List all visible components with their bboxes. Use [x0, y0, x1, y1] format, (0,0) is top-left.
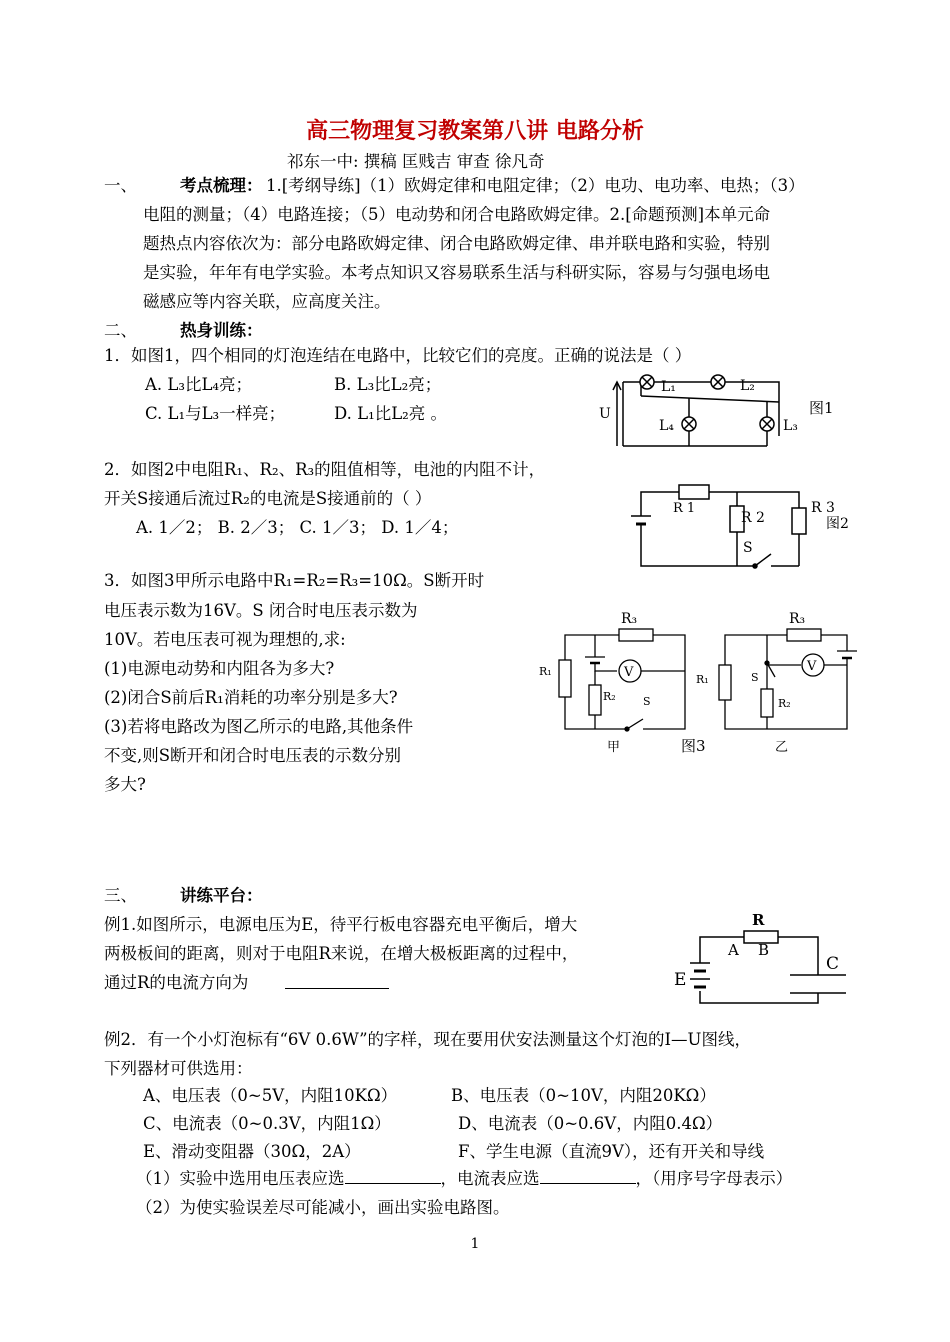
example-1-line: 通过R的电流方向为 — [104, 973, 249, 992]
figure-3a-r2-label: R₂ — [603, 690, 616, 703]
byline: 祁东一中: 撰稿 匡贱吉 审查 徐凡奇 — [287, 152, 545, 171]
question-3-line: (3)若将电路改为图乙所示的电路,其他条件 — [104, 717, 414, 736]
figure-3-circuits — [535, 605, 865, 765]
question-3-line: (1)电源电动势和内阻各为多大? — [104, 659, 335, 678]
figure-1-l4-label: L₄ — [659, 418, 674, 434]
example-2-line: 下列器材可供选用： — [104, 1059, 253, 1078]
section-3-number: 三、 — [104, 886, 137, 905]
figure-3b-caption: 乙 — [775, 740, 789, 755]
figure-3b-v-label: V — [807, 659, 817, 674]
q1-option-d: D. L₁比L₂亮 。 — [334, 404, 448, 423]
page-number: 1 — [470, 1236, 480, 1252]
figure-2-caption: 图2 — [826, 516, 849, 532]
ex2-option-b: B、电压表（0~10V，内阻20KΩ） — [451, 1086, 716, 1105]
figure-1-l2-label: L₂ — [740, 378, 755, 394]
figure-3b-r2-label: R₂ — [778, 697, 791, 710]
figure-3-caption: 图3 — [681, 737, 706, 755]
figure-1-l1-label: L₁ — [661, 379, 676, 395]
example-1-circuit — [670, 905, 860, 1010]
question-3-line: 电压表示数为16V。S 闭合时电压表示数为 — [104, 601, 418, 620]
ex2-q1-text-a: （1）实验中选用电压表应选 — [136, 1169, 345, 1188]
question-1-stem: 1．如图1，四个相同的灯泡连结在电路中，比较它们的亮度。正确的说法是（ ） — [104, 346, 692, 365]
question-3-line: (2)闭合S前后R₁消耗的功率分别是多大? — [104, 688, 398, 707]
example-1-line: 两极板间的距离，则对于电阻R来说，在增大极板距离的过程中， — [104, 944, 579, 963]
example-1-e-label: E — [674, 970, 687, 990]
example-1-line: 例1.如图所示，电源电压为E，待平行板电容器充电平衡后，增大 — [104, 915, 578, 934]
section-1-line: 磁感应等内容关联，应高度关注。 — [143, 292, 391, 311]
q1-option-a: A. L₃比L₄亮； — [145, 375, 253, 394]
section-2-number: 二、 — [104, 321, 137, 340]
question-3-line: 10V。若电压表可视为理想的,求: — [104, 630, 346, 649]
ex2-question-2: （2）为使实验误差尽可能减小，画出实验电路图。 — [136, 1198, 510, 1217]
figure-3a-r1-label: R₁ — [539, 665, 552, 678]
question-2-line: 2．如图2中电阻R₁、R₂、R₃的阻值相等，电池的内阻不计， — [104, 460, 546, 479]
section-1-line: 是实验，年年有电学实验。本考点知识又容易联系生活与科研实际，容易与匀强电场电 — [143, 263, 770, 282]
ex2-option-a: A、电压表（0~5V，内阻10KΩ） — [143, 1086, 398, 1105]
question-2-line: 开关S接通后流过R₂的电流是S接通前的（ ） — [104, 489, 432, 508]
section-1-line: 1.[考纲导练]（1）欧姆定律和电阻定律；（2）电功、电功率、电热；（3） — [266, 176, 805, 195]
section-1-number: 一、 — [104, 176, 137, 195]
section-3-heading: 讲练平台： — [180, 886, 263, 905]
q1-option-c: C. L₁与L₃一样亮； — [145, 404, 286, 423]
figure-1-l3-label: L₃ — [783, 418, 798, 434]
ex2-option-c: C、电流表（0~0.3V，内阻1Ω） — [143, 1114, 391, 1133]
figure-3a-r3-label: R₃ — [621, 611, 638, 627]
ex2-option-e: E、滑动变阻器（30Ω，2A） — [143, 1142, 361, 1161]
example-1-c-label: C — [826, 954, 840, 974]
figure-3b-r3-label: R₃ — [789, 611, 806, 627]
figure-3b-r1-label: R₁ — [696, 673, 709, 686]
question-3-line: 多大? — [104, 775, 146, 794]
section-2-heading: 热身训练： — [180, 321, 263, 340]
section-1-line: 电阻的测量；（4）电路连接；（5）电动势和闭合电路欧姆定律。2.[命题预测]本单元命 — [143, 205, 771, 224]
question-3-line: 3．如图3甲所示电路中R₁=R₂=R₃=10Ω。S断开时 — [104, 571, 485, 590]
example-2-line: 例2．有一个小灯泡标有“6V 0.6W”的字样，现在要用伏安法测量这个灯泡的I—U图线， — [104, 1030, 751, 1049]
figure-1-u-label: U — [599, 406, 611, 422]
ex2-ammeter-blank[interactable] — [540, 1183, 636, 1184]
figure-3a-v-label: V — [624, 665, 634, 680]
example-1-r-label: R — [752, 911, 765, 929]
q2-options: A. 1／2； B. 2／3； C. 1／3； D. 1／4； — [136, 518, 459, 537]
section-1-heading: 考点梳理： — [180, 176, 263, 195]
figure-3a-s-label: S — [643, 695, 651, 708]
example-1-a-label: A — [728, 941, 739, 959]
figure-2-r3-label: R 3 — [811, 500, 835, 516]
figure-2-s-label: S — [743, 540, 753, 556]
ex2-option-f: F、学生电源（直流9V），还有开关和导线 — [458, 1142, 765, 1161]
figure-2-circuit — [625, 480, 855, 570]
figure-1-caption: 图1 — [809, 399, 834, 417]
example-1-b-label: B — [758, 941, 770, 959]
ex2-question-1 — [136, 1166, 792, 1192]
page-title: 高三物理复习教案第八讲 电路分析 — [306, 118, 644, 144]
example-1-answer-blank[interactable] — [285, 988, 389, 989]
figure-3b-s-label: S — [751, 671, 759, 684]
figure-2-r2-label: R 2 — [741, 510, 765, 526]
figure-2-r1-label: R 1 — [673, 501, 696, 516]
figure-3a-caption: 甲 — [607, 740, 621, 755]
figure-1-circuit — [595, 370, 855, 460]
q1-option-b: B. L₃比L₂亮； — [334, 375, 442, 394]
ex2-option-d: D、电流表（0~0.6V，内阻0.4Ω） — [458, 1114, 723, 1133]
ex2-q1-text-b: ，电流表应选 — [440, 1169, 540, 1188]
question-3-line: 不变,则S断开和闭合时电压表的示数分别 — [104, 746, 402, 765]
ex2-q1-text-c: ，（用序号字母表示） — [635, 1169, 793, 1188]
ex2-voltmeter-blank[interactable] — [345, 1183, 441, 1184]
section-1-line: 题热点内容依次为：部分电路欧姆定律、闭合电路欧姆定律、串并联电路和实验，特别 — [143, 234, 770, 253]
